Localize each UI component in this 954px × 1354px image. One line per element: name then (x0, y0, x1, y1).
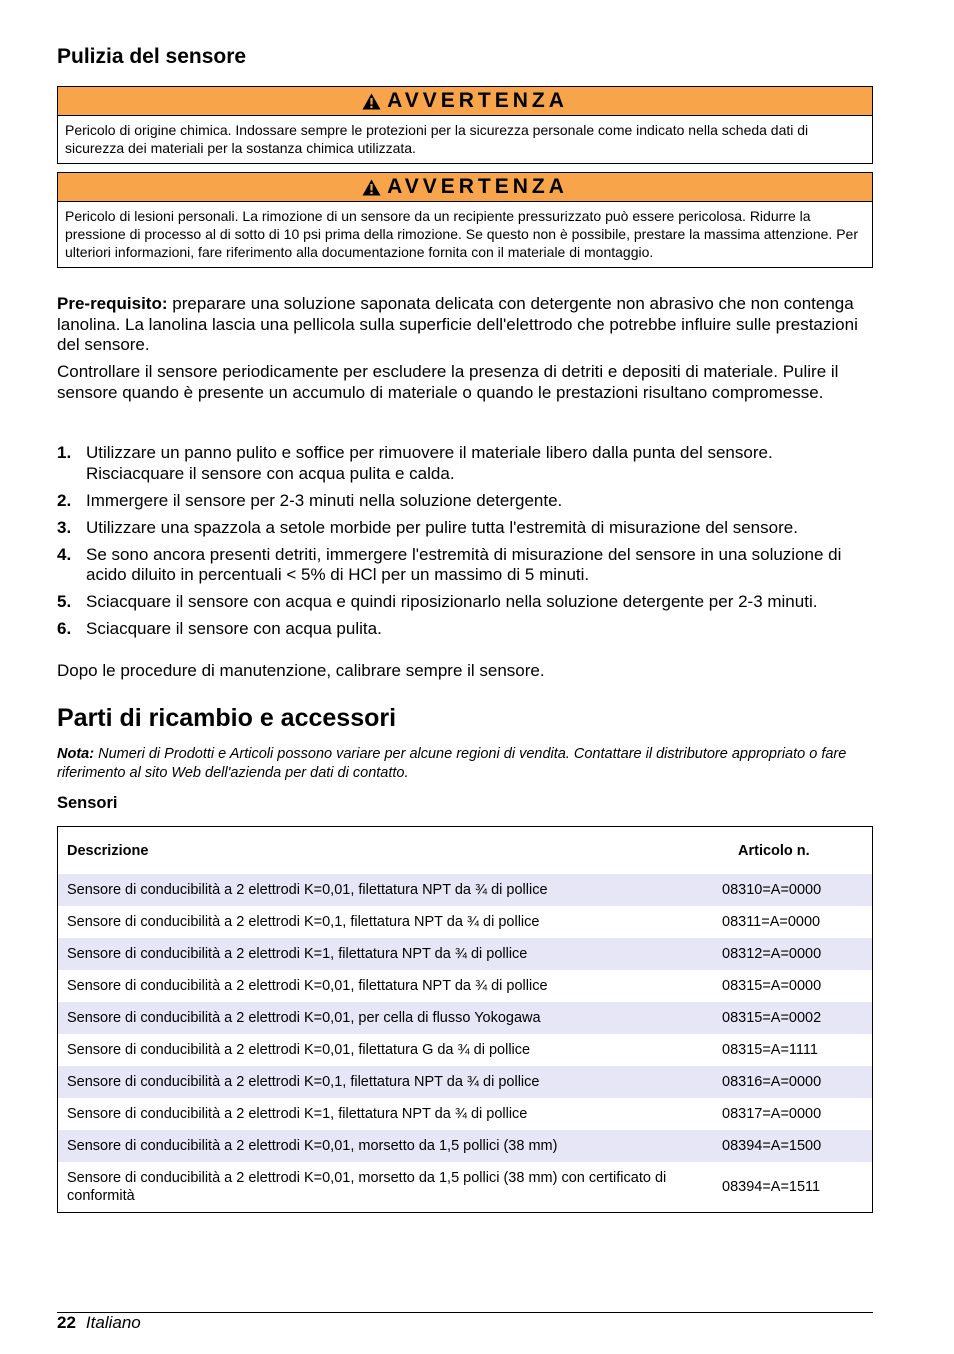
warning-triangle-icon (362, 93, 381, 110)
section-title-parts: Parti di ricambio e accessori (57, 704, 397, 732)
note-paragraph (57, 745, 873, 783)
cell-description: Sensore di conducibilità a 2 elettrodi K=0,1, filettatura NPT da ¾ di pollice (67, 914, 540, 930)
list-item (57, 592, 873, 613)
warning-text: Pericolo di lesioni personali. La rimozione di un sensore da un recipiente pressurizzato può essere pericolosa. Ridurre la pressione di processo al di sotto di 10 psi prima della rimozione. Se questo non è possibile, prestare la massima attenzione. Per ulteriori informazioni, fare riferimento alla documentazione fornita con il materiale di montaggio. (65, 208, 858, 260)
table-row (58, 938, 872, 970)
table-row (58, 1066, 872, 1098)
cell-description: Sensore di conducibilità a 2 elettrodi K=0,01, filettatura NPT da ¾ di pollice (67, 978, 548, 994)
table-row (58, 906, 872, 938)
warning-box-chemical (57, 86, 873, 164)
step-number: 6. (57, 619, 72, 638)
page-footer (57, 1313, 141, 1333)
cell-item-number: 08311=A=0000 (722, 914, 821, 930)
table-header-row (58, 827, 872, 874)
step-number: 4. (57, 544, 72, 564)
step-text: Se sono ancora presenti detriti, immergere l'estremità di misurazione del sensore in una soluzione di acido diluito in percentuali < 5% di HCl per un massimo di 5 minuti. (86, 544, 842, 584)
step-number: 1. (57, 443, 72, 462)
column-header-item-number: Articolo n. (738, 842, 810, 859)
list-item (57, 518, 873, 539)
warning-box-injury (57, 172, 873, 268)
step-text: Immergere il sensore per 2-3 minuti nella soluzione detergente. (86, 490, 563, 510)
cell-item-number: 08394=A=1500 (722, 1138, 822, 1154)
column-header-description: Descrizione (67, 842, 149, 859)
cell-description: Sensore di conducibilità a 2 elettrodi K=0,01, filettatura NPT da ¾ di pollice (67, 882, 548, 898)
footer-language: Italiano (85, 1313, 141, 1332)
table-row (58, 1034, 872, 1066)
cell-item-number: 08317=A=0000 (722, 1106, 822, 1122)
list-item (57, 443, 873, 484)
cell-description: Sensore di conducibilità a 2 elettrodi K=0,01, per cella di flusso Yokogawa (67, 1010, 541, 1026)
closing-paragraph: Dopo le procedure di manutenzione, calibrare sempre il sensore. (57, 661, 545, 680)
step-number: 3. (57, 517, 72, 537)
list-item (57, 545, 873, 586)
cell-description: Sensore di conducibilità a 2 elettrodi K=1, filettatura NPT da ¾ di pollice (67, 946, 528, 962)
intro-paragraph: Controllare il sensore periodicamente per escludere la presenza di detriti e depositi di materiale. Pulire il sensore quando è presente un accumulo di materiale o quando le prestazioni risultano compromesse. (57, 362, 839, 402)
step-text: Sciacquare il sensore con acqua e quindi riposizionarlo nella soluzione detergente per 2-3 minuti. (86, 592, 818, 611)
table-row (58, 1098, 872, 1130)
list-item (57, 619, 873, 640)
cell-description: Sensore di conducibilità a 2 elettrodi K=0,1, filettatura NPT da ¾ di pollice (67, 1074, 540, 1090)
table-row (58, 1130, 872, 1162)
section-title-cleaning: Pulizia del sensore (57, 45, 247, 68)
warning-label: AVVERTENZA (387, 175, 568, 198)
cell-item-number: 08312=A=0000 (722, 946, 822, 962)
warning-label: AVVERTENZA (387, 89, 568, 112)
table-row (58, 1002, 872, 1034)
cell-item-number: 08394=A=1511 (722, 1179, 821, 1195)
subheading-sensors: Sensori (57, 794, 118, 812)
cell-item-number: 08310=A=0000 (722, 882, 822, 898)
cell-description: Sensore di conducibilità a 2 elettrodi K=0,01, morsetto da 1,5 pollici (38 mm) (67, 1138, 558, 1154)
cell-description: Sensore di conducibilità a 2 elettrodi K=0,01, morsetto da 1,5 pollici (38 mm) con certificato di conformità (67, 1170, 667, 1204)
cell-description: Sensore di conducibilità a 2 elettrodi K=0,01, filettatura G da ¾ di pollice (67, 1042, 531, 1058)
warning-text: Pericolo di origine chimica. Indossare sempre le protezioni per la sicurezza personale come indicato nella scheda dati di sicurezza dei materiali per la sostanza chimica utilizzata. (65, 122, 809, 156)
cell-description: Sensore di conducibilità a 2 elettrodi K=1, filettatura NPT da ¾ di pollice (67, 1106, 528, 1122)
prerequisite-paragraph (57, 294, 873, 356)
cell-item-number: 08315=A=0000 (722, 978, 822, 994)
step-number: 2. (57, 490, 72, 510)
warning-triangle-icon (362, 179, 381, 196)
table-row (58, 970, 872, 1002)
prerequisite-label: Pre-requisito: (57, 294, 168, 313)
table-row (58, 874, 872, 906)
list-item (57, 491, 873, 512)
warning-header (58, 87, 872, 116)
step-text: Utilizzare un panno pulito e soffice per rimuovere il materiale libero dalla punta del sensore. Risciacquare il sensore con acqua pulita e calda. (86, 443, 773, 483)
footer-divider (57, 1312, 873, 1313)
cell-item-number: 08315=A=1111 (722, 1042, 818, 1058)
cell-item-number: 08316=A=0000 (722, 1074, 822, 1090)
prerequisite-text: preparare una soluzione saponata delicata con detergente non abrasivo che non contenga lanolina. La lanolina lascia una pellicola sulla superficie dell'elettrodo che potrebbe influire sulle prestazioni del sensore. (57, 294, 858, 354)
warning-header (58, 173, 872, 202)
step-text: Utilizzare una spazzola a setole morbide per pulire tutta l'estremità di misurazione del sensore. (86, 517, 798, 537)
table-row (58, 1162, 872, 1212)
step-number: 5. (57, 592, 72, 611)
page-number: 22 (57, 1313, 76, 1332)
step-text: Sciacquare il sensore con acqua pulita. (86, 619, 382, 638)
note-text: Numeri di Prodotti e Articoli possono variare per alcune regioni di vendita. Contattare il distributore appropriato o fare riferimento al sito Web dell'azienda per dati di contatto. (57, 746, 847, 781)
note-label: Nota: (57, 746, 95, 762)
parts-table (57, 826, 873, 1213)
cleaning-steps-list (57, 443, 873, 646)
cell-item-number: 08315=A=0002 (722, 1010, 822, 1026)
